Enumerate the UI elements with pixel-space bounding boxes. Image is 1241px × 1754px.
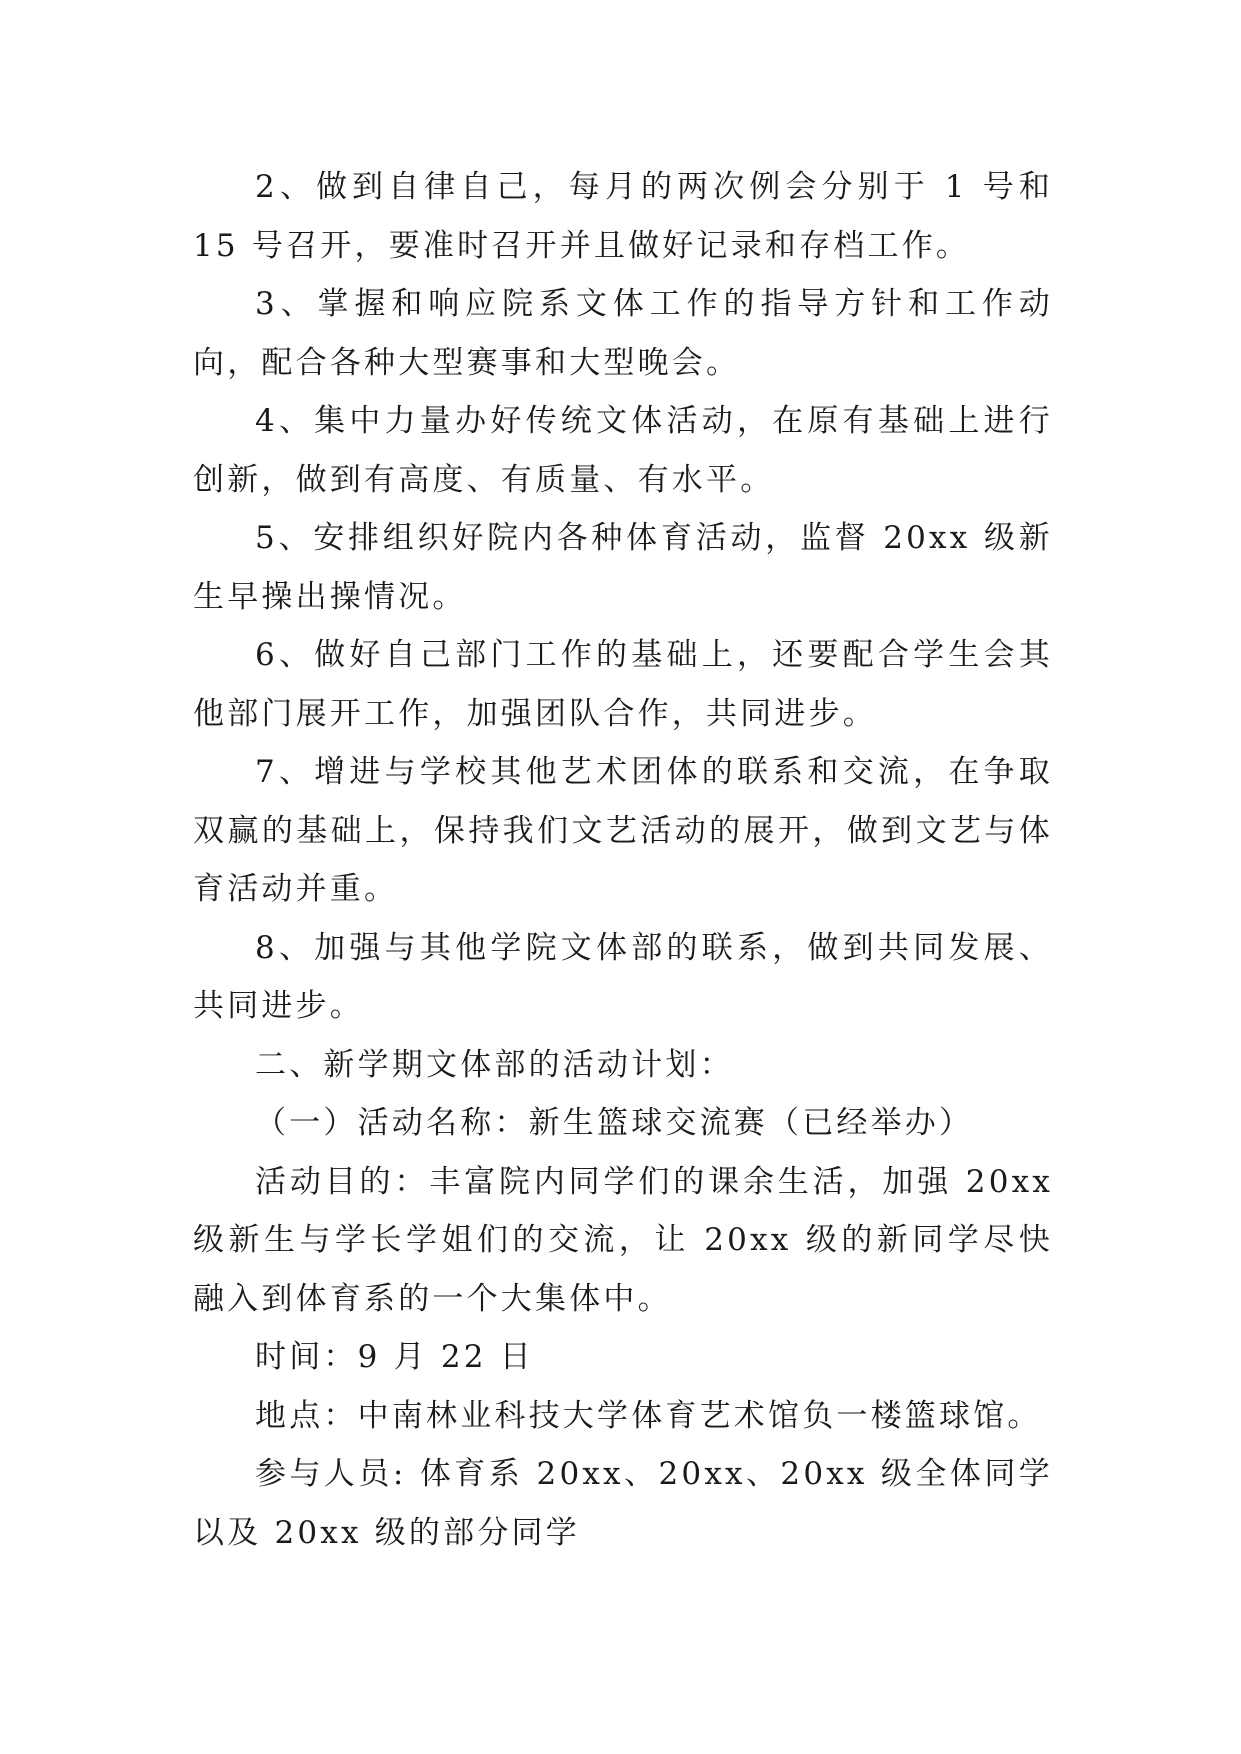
activity-time: 时间：9 月 22 日	[255, 1339, 534, 1375]
paragraph-item-7: 7、增进与学校其他艺术团体的联系和交流，在争取双赢的基础上，保持我们文艺活动的展开，做到文艺与体育活动并重。	[193, 754, 1053, 907]
activity-participants: 参与人员: 体育系 20xx、20xx、20xx 级全体同学以及 20xx 级的部分同学	[193, 1456, 1053, 1551]
section-heading: 二、新学期文体部的活动计划：	[255, 1046, 734, 1083]
document-body	[193, 158, 1053, 1562]
paragraph-item-8: 8、加强与其他学院文体部的联系，做到共同发展、共同进步。	[193, 929, 1053, 1024]
paragraph-item-2: 2、做到自律自己，每月的两次例会分别于 1 号和 15 号召开，要准时召开并且做好记录和存档工作。	[193, 169, 1053, 264]
activity-location: 地点：中南林业科技大学体育艺术馆负一楼篮球馆。	[255, 1397, 1042, 1434]
paragraph-item-4: 4、集中力量办好传统文体活动，在原有基础上进行创新，做到有高度、有质量、有水平。	[193, 403, 1053, 498]
activity-purpose: 活动目的：丰富院内同学们的课余生活，加强 20xx 级新生与学长学姐们的交流，让 20xx 级的新同学尽快融入到体育系的一个大集体中。	[193, 1163, 1053, 1317]
paragraph-item-6: 6、做好自己部门工作的基础上，还要配合学生会其他部门展开工作，加强团队合作，共同进步。	[193, 637, 1053, 732]
paragraph-item-3: 3、掌握和响应院系文体工作的指导方针和工作动向，配合各种大型赛事和大型晚会。	[193, 286, 1053, 381]
paragraph-item-5: 5、安排组织好院内各种体育活动，监督 20xx 级新生早操出操情况。	[193, 520, 1053, 615]
activity-name: （一）活动名称：新生篮球交流赛（已经举办）	[255, 1105, 974, 1141]
